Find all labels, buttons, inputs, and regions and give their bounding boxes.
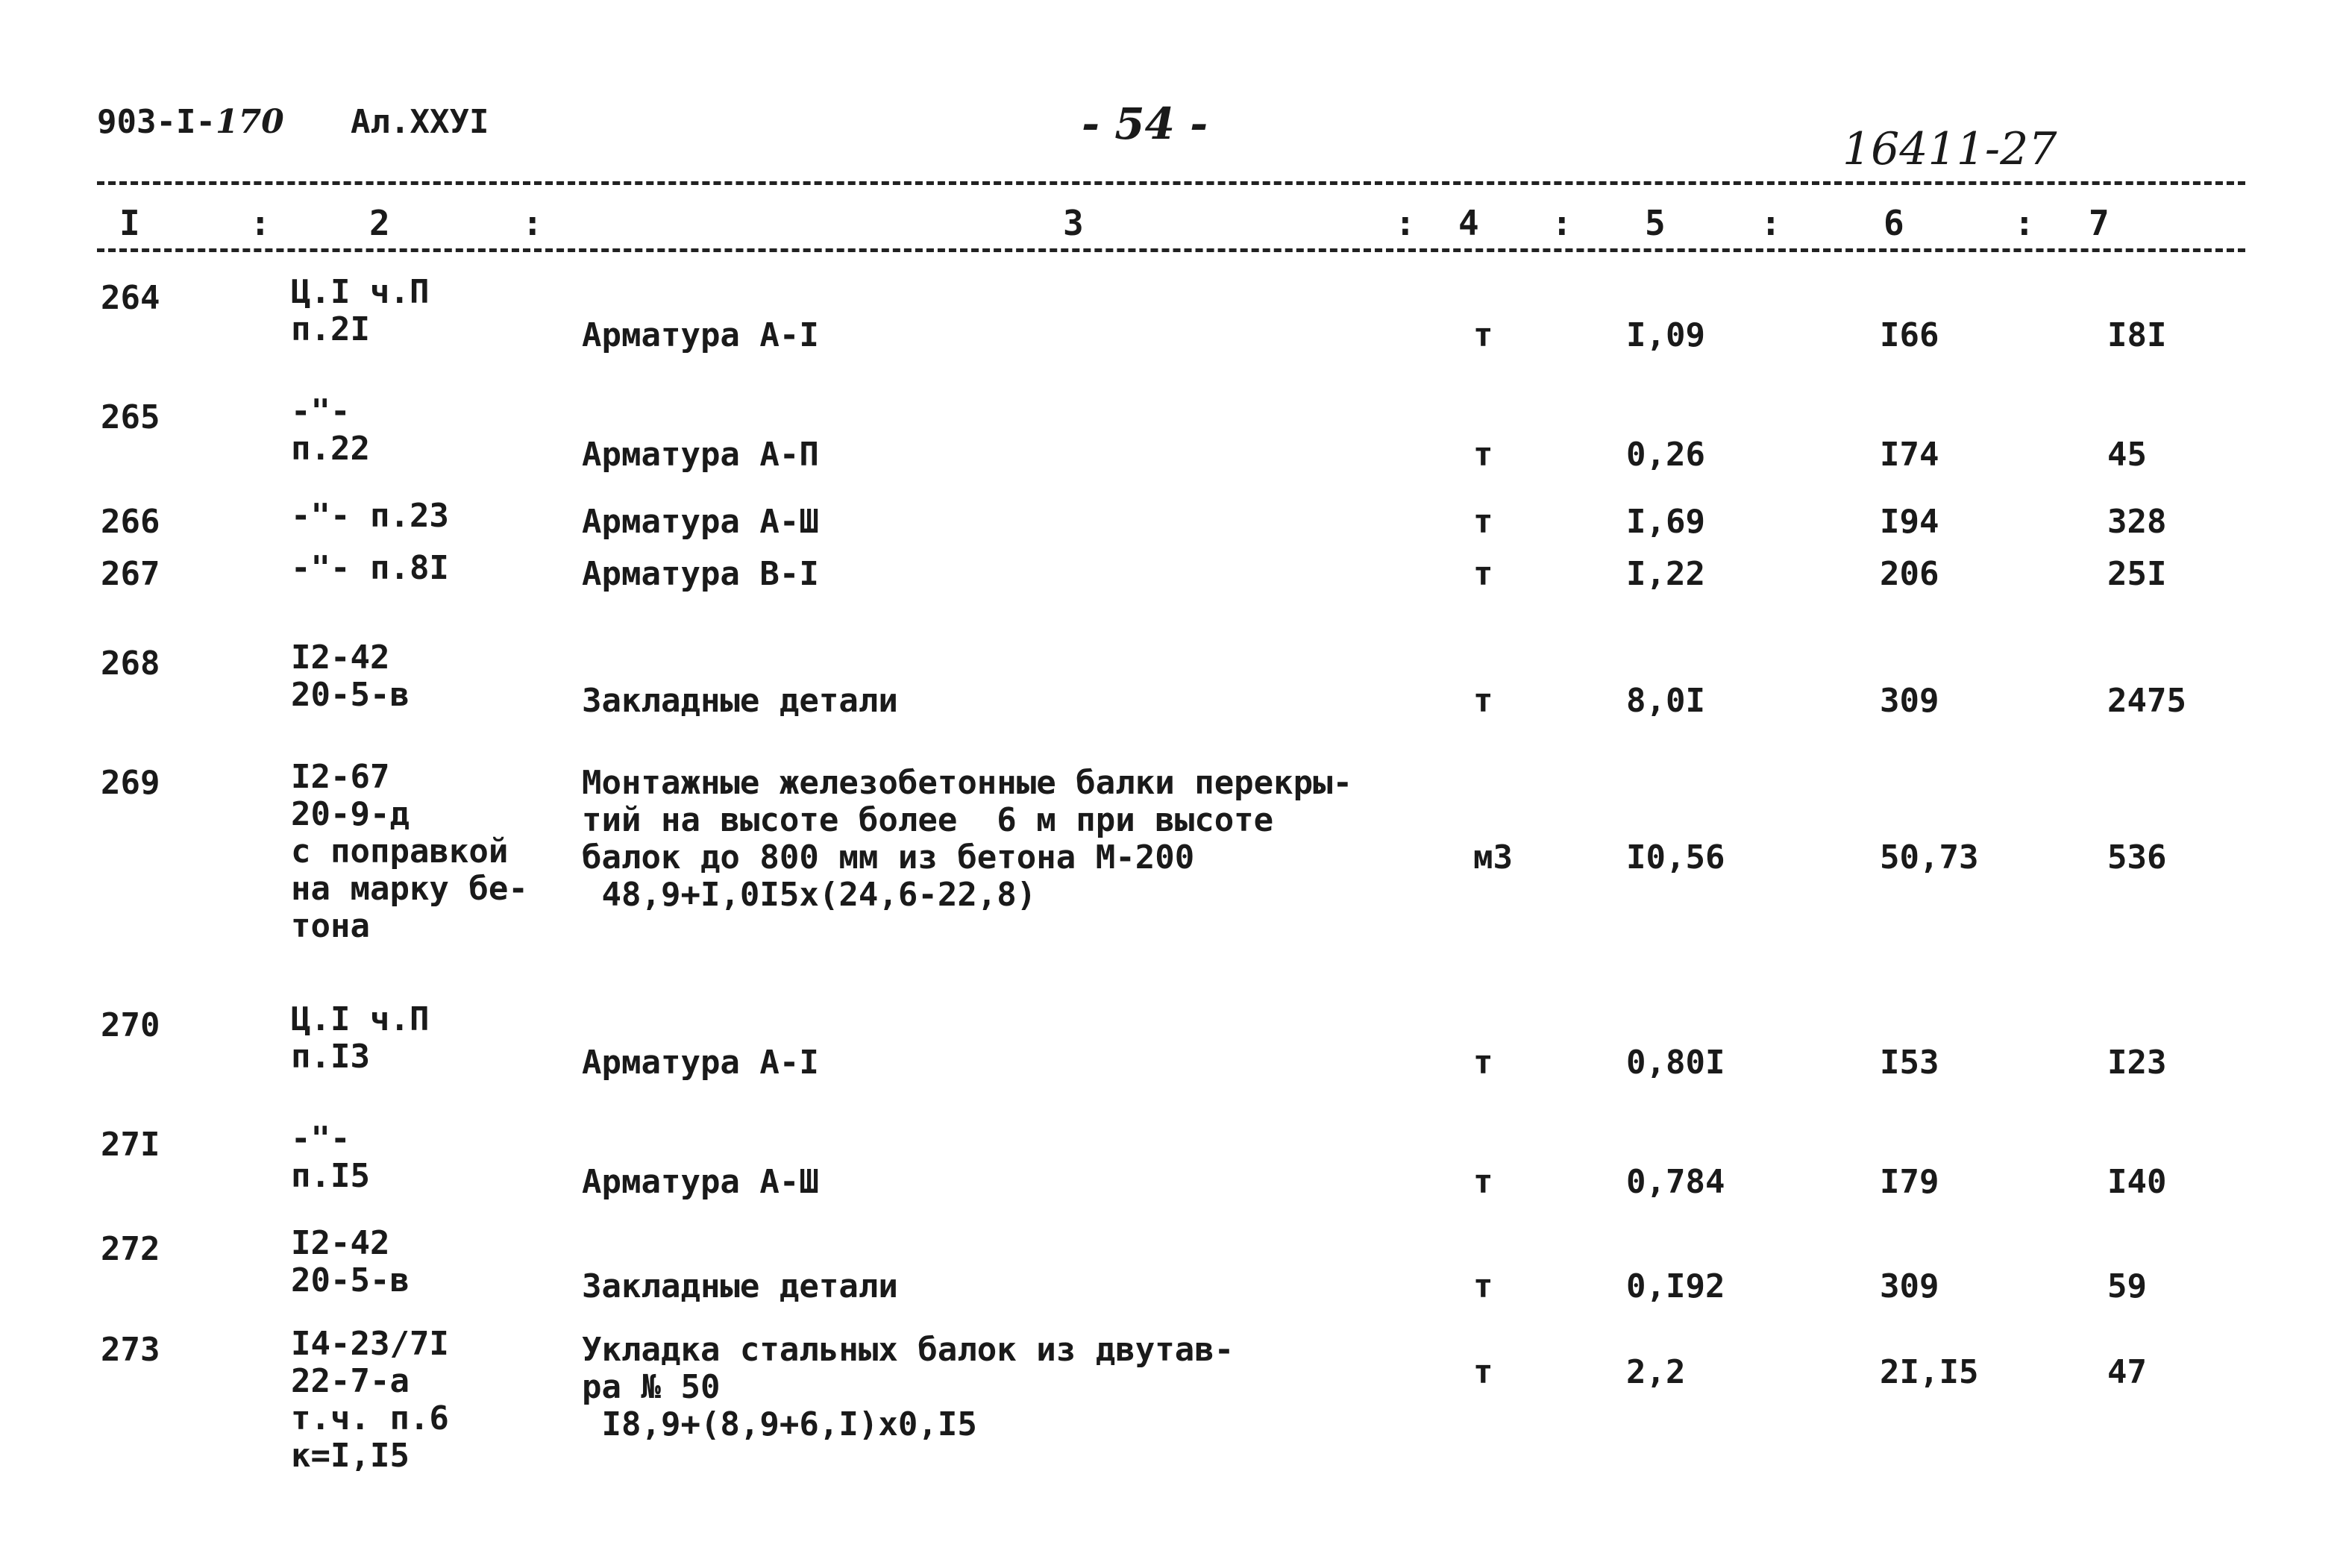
column-separator: : <box>1760 203 1781 243</box>
column-separator: : <box>2014 203 2035 243</box>
unit-of-measure: т <box>1473 1353 1493 1391</box>
rate-code <box>291 759 528 945</box>
column-separator: : <box>250 203 271 243</box>
work-description-line: Арматура А-П <box>582 436 819 474</box>
quantity: I,69 <box>1626 503 1705 541</box>
work-description-line: Арматура В-I <box>582 555 819 593</box>
album-label: Ал.XXУI <box>351 103 489 141</box>
unit-of-measure: м3 <box>1473 838 1513 876</box>
total-cost: I8I <box>2107 316 2167 354</box>
work-description-line: балок до 800 мм из бетона М-200 <box>582 838 1195 876</box>
rate-code <box>291 1326 449 1475</box>
rate-code-line: I4-23/7I <box>291 1325 449 1363</box>
quantity: 2,2 <box>1626 1353 1686 1391</box>
row-number: 270 <box>101 1006 160 1044</box>
row-number: 265 <box>101 398 160 436</box>
rate-code-line: тона <box>291 907 370 945</box>
header-rule-bottom <box>97 248 2245 252</box>
column-separator: : <box>1552 203 1572 243</box>
quantity: I,22 <box>1626 555 1705 593</box>
work-description <box>582 556 819 593</box>
column-number-6: 6 <box>1884 203 1904 243</box>
work-description-line: I8,9+(8,9+6,I)х0,I5 <box>582 1405 977 1443</box>
unit-of-measure: т <box>1473 1267 1493 1305</box>
header-rule-top <box>97 181 2245 185</box>
total-cost: 25I <box>2107 555 2167 593</box>
row-number: 267 <box>101 555 160 593</box>
column-number-2: 2 <box>369 203 390 243</box>
doc-code <box>97 103 284 141</box>
rate-code-line: на марку бе- <box>291 870 528 908</box>
total-cost: I23 <box>2107 1044 2167 1082</box>
rate-code <box>291 498 449 535</box>
unit-price: 309 <box>1880 682 1939 720</box>
row-number: 266 <box>101 503 160 541</box>
archive-stamp: 16411-27 <box>1842 123 2057 175</box>
rate-code-line: -"- п.23 <box>291 497 449 535</box>
unit-of-measure: т <box>1473 682 1493 720</box>
work-description-line: тий на высоте более 6 м при высоте <box>582 801 1274 839</box>
work-description <box>582 317 819 354</box>
unit-of-measure: т <box>1473 555 1493 593</box>
total-cost: 47 <box>2107 1353 2147 1391</box>
unit-of-measure: т <box>1473 1044 1493 1082</box>
rate-code <box>291 1225 410 1299</box>
unit-of-measure: т <box>1473 436 1493 474</box>
doc-code-handwritten: 170 <box>215 103 284 141</box>
work-description <box>582 1164 819 1201</box>
rate-code-line: Ц.I ч.П <box>291 1000 430 1038</box>
unit-price: I66 <box>1880 316 1939 354</box>
column-number-4: 4 <box>1458 203 1479 243</box>
column-number-1: I <box>119 203 140 243</box>
page-number: - 54 - <box>1082 98 1208 149</box>
unit-price: I53 <box>1880 1044 1939 1082</box>
unit-of-measure: т <box>1473 1163 1493 1201</box>
work-description-line: Арматура А-Ш <box>582 503 819 541</box>
work-description-line: Монтажные железобетонные балки перекры- <box>582 764 1353 802</box>
row-number: 272 <box>101 1230 160 1268</box>
column-number-3: 3 <box>1063 203 1084 243</box>
rate-code-line: -"- п.8I <box>291 549 449 587</box>
work-description <box>582 1268 898 1305</box>
rate-code-line: -"- <box>291 1120 351 1158</box>
work-description <box>582 436 819 474</box>
row-number: 27I <box>101 1126 160 1164</box>
rate-code-line: I2-42 <box>291 639 390 677</box>
total-cost: 45 <box>2107 436 2147 474</box>
work-description-line: Арматура А-Ш <box>582 1163 819 1201</box>
row-number: 269 <box>101 764 160 802</box>
quantity: I0,56 <box>1626 838 1725 876</box>
rate-code <box>291 639 410 714</box>
total-cost: 59 <box>2107 1267 2147 1305</box>
rate-code-line: 20-5-в <box>291 1261 410 1299</box>
quantity: 0,I92 <box>1626 1267 1725 1305</box>
rate-code <box>291 550 449 587</box>
work-description <box>582 504 819 541</box>
work-description-line: 48,9+I,0I5х(24,6-22,8) <box>582 876 1037 914</box>
rate-code <box>291 393 370 468</box>
rate-code <box>291 1120 370 1195</box>
total-cost: 328 <box>2107 503 2167 541</box>
rate-code-line: к=I,I5 <box>291 1437 410 1475</box>
unit-of-measure: т <box>1473 316 1493 354</box>
work-description <box>582 683 898 720</box>
row-number: 268 <box>101 645 160 683</box>
rate-code-line: 22-7-а <box>291 1362 410 1400</box>
unit-price: I74 <box>1880 436 1939 474</box>
unit-price: 206 <box>1880 555 1939 593</box>
rate-code-line: с поправкой <box>291 832 509 871</box>
unit-price: I79 <box>1880 1163 1939 1201</box>
rate-code-line: Ц.I ч.П <box>291 273 430 311</box>
work-description-line: ра № 50 <box>582 1368 721 1406</box>
work-description <box>582 1332 1234 1443</box>
rate-code-line: 20-9-д <box>291 795 410 833</box>
unit-price: 309 <box>1880 1267 1939 1305</box>
work-description-line: Арматура А-I <box>582 1044 819 1082</box>
row-number: 264 <box>101 279 160 317</box>
rate-code-line: п.22 <box>291 430 370 468</box>
column-separator: : <box>522 203 543 243</box>
unit-of-measure: т <box>1473 503 1493 541</box>
row-number: 273 <box>101 1331 160 1369</box>
quantity: 0,26 <box>1626 436 1705 474</box>
doc-code-print: 903-I- <box>97 103 216 141</box>
unit-price: 50,73 <box>1880 838 1979 876</box>
work-description-line: Закладные детали <box>582 1267 898 1305</box>
total-cost: 2475 <box>2107 682 2186 720</box>
rate-code-line: 20-5-в <box>291 676 410 714</box>
quantity: I,09 <box>1626 316 1705 354</box>
rate-code-line: I2-42 <box>291 1224 390 1262</box>
rate-code <box>291 1001 429 1076</box>
rate-code-line: т.ч. п.6 <box>291 1399 449 1437</box>
rate-code <box>291 274 429 348</box>
unit-price: 2I,I5 <box>1880 1353 1979 1391</box>
quantity: 8,0I <box>1626 682 1705 720</box>
rate-code-line: -"- <box>291 392 351 430</box>
rate-code-line: п.I5 <box>291 1157 370 1195</box>
quantity: 0,784 <box>1626 1163 1725 1201</box>
work-description <box>582 1044 819 1082</box>
work-description-line: Арматура А-I <box>582 316 819 354</box>
work-description-line: Закладные детали <box>582 682 898 720</box>
quantity: 0,80I <box>1626 1044 1725 1082</box>
rate-code-line: I2-67 <box>291 758 390 796</box>
rate-code-line: п.I3 <box>291 1038 370 1076</box>
work-description <box>582 765 1352 914</box>
rate-code-line: п.2I <box>291 310 370 348</box>
column-number-5: 5 <box>1645 203 1666 243</box>
unit-price: I94 <box>1880 503 1939 541</box>
total-cost: 536 <box>2107 838 2167 876</box>
work-description-line: Укладка стальных балок из двутав- <box>582 1331 1235 1369</box>
total-cost: I40 <box>2107 1163 2167 1201</box>
column-separator: : <box>1395 203 1416 243</box>
column-number-7: 7 <box>2089 203 2110 243</box>
